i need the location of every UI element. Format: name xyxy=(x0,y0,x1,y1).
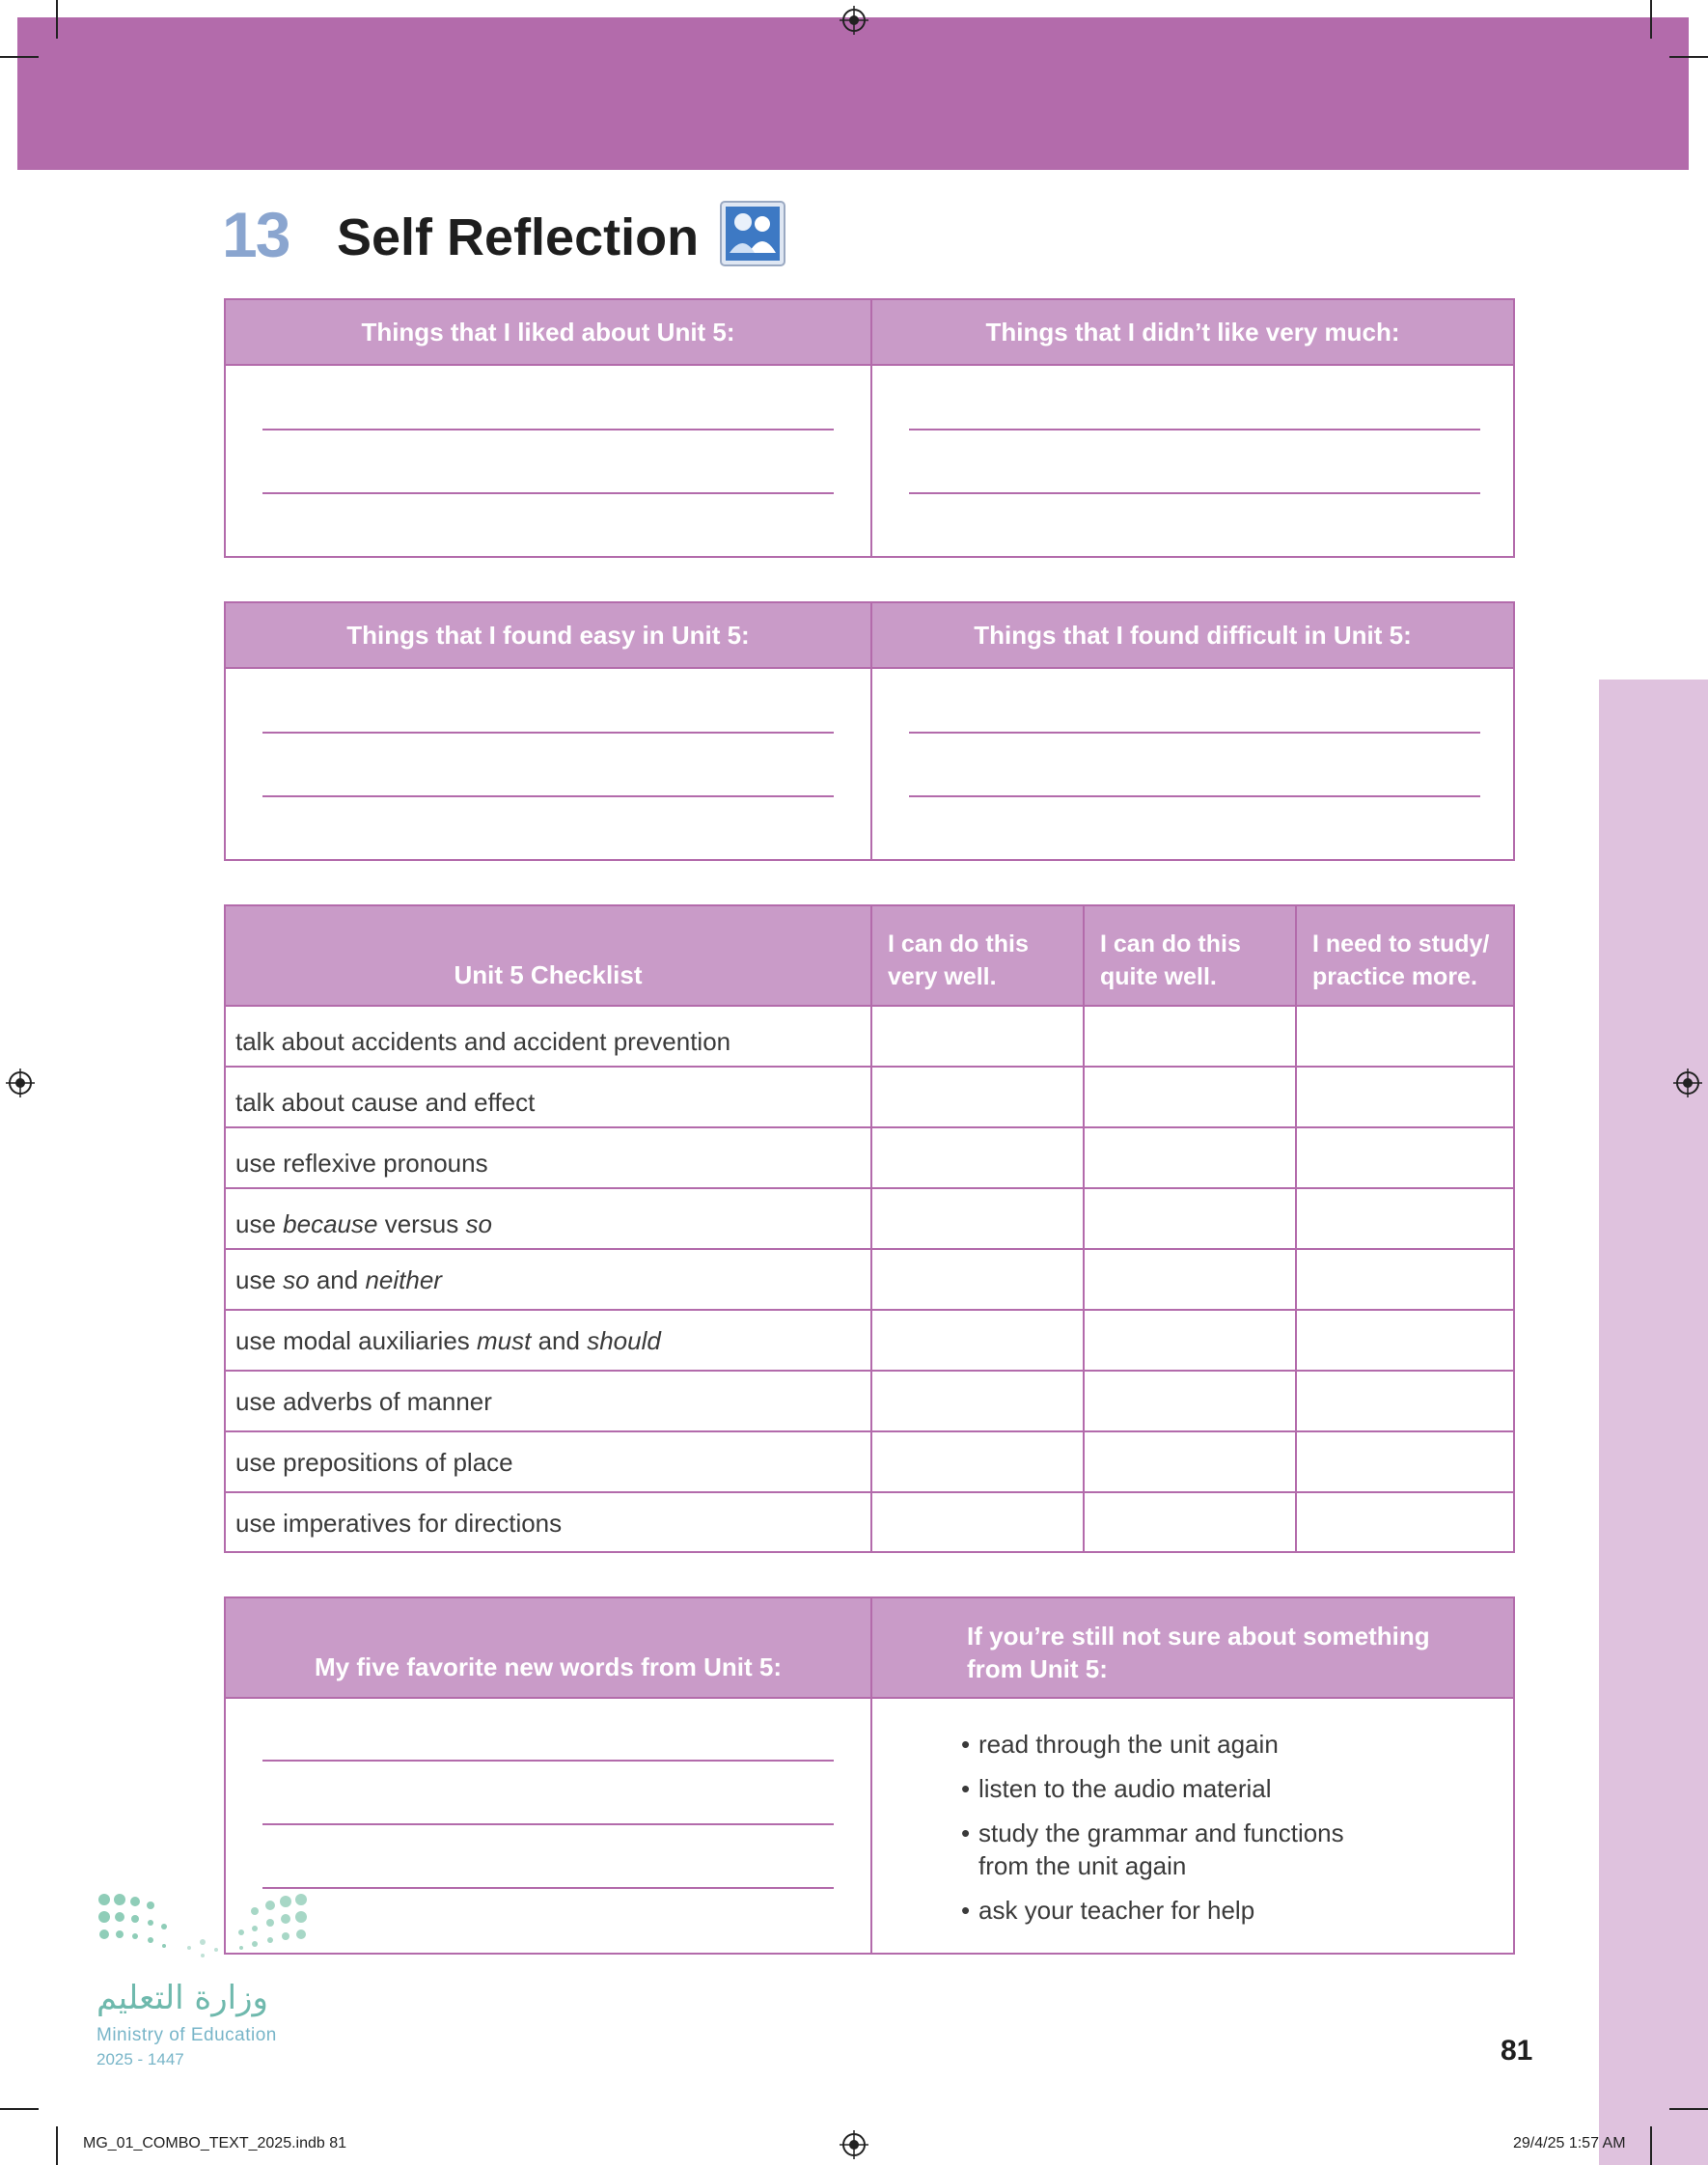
checklist-cell-quite-well[interactable] xyxy=(1085,1311,1295,1370)
page-number: 81 xyxy=(1501,2035,1533,2067)
liked-disliked-box xyxy=(224,298,1515,558)
checklist-cell-practice-more[interactable] xyxy=(1297,1493,1513,1551)
crop-mark xyxy=(1669,2108,1708,2110)
divider xyxy=(870,603,872,859)
writing-line[interactable] xyxy=(909,492,1480,494)
crop-mark xyxy=(56,0,58,39)
ministry-name-arabic: وزارة التعليم xyxy=(96,1979,268,2017)
writing-line[interactable] xyxy=(262,492,834,494)
lesson-number: 13 xyxy=(222,199,289,270)
crop-mark xyxy=(56,2126,58,2165)
divider xyxy=(226,1697,1513,1699)
checklist-cell-quite-well[interactable] xyxy=(1085,1432,1295,1491)
registration-mark-icon xyxy=(840,2130,868,2159)
checklist-cell-very-well[interactable] xyxy=(872,1493,1083,1551)
divider xyxy=(226,667,1513,669)
col-quite-well-line1: I can do this xyxy=(1100,930,1241,958)
col-quite-well-line2: quite well. xyxy=(1100,963,1217,990)
page-title: Self Reflection xyxy=(337,208,700,266)
tip-item: • listen to the audio material xyxy=(961,1774,1272,1803)
col-quite-well-header xyxy=(1100,928,1241,993)
checklist-row-label: use modal auxiliaries must and should xyxy=(235,1326,661,1355)
easy-difficult-box xyxy=(224,601,1515,861)
checklist-cell-practice-more[interactable] xyxy=(1297,1128,1513,1187)
checklist-cell-practice-more[interactable] xyxy=(1297,1432,1513,1491)
easy-header: Things that I found easy in Unit 5: xyxy=(226,603,870,667)
writing-line[interactable] xyxy=(909,732,1480,734)
checklist-cell-practice-more[interactable] xyxy=(1297,1372,1513,1430)
registration-mark-icon xyxy=(840,6,868,35)
crop-mark xyxy=(1650,0,1652,39)
top-banner xyxy=(17,17,1689,170)
checklist-cell-very-well[interactable] xyxy=(872,1007,1083,1066)
not-sure-header-line1: If you’re still not sure about something xyxy=(967,1622,1430,1651)
tip-item: • study the grammar and functions from the unit again xyxy=(961,1818,1344,1880)
writing-line[interactable] xyxy=(262,1887,834,1889)
checklist-cell-quite-well[interactable] xyxy=(1085,1250,1295,1309)
tip-item: • ask your teacher for help xyxy=(961,1896,1255,1925)
checklist-cell-quite-well[interactable] xyxy=(1085,1372,1295,1430)
ministry-name-english: Ministry of Education xyxy=(96,2025,277,2045)
checklist-cell-very-well[interactable] xyxy=(872,1432,1083,1491)
checklist-row-label: talk about cause and effect xyxy=(235,1088,536,1117)
self-reflection-icon xyxy=(720,201,785,266)
checklist-cell-very-well[interactable] xyxy=(872,1372,1083,1430)
checklist-row-label: use imperatives for directions xyxy=(235,1509,563,1538)
difficult-header: Things that I found difficult in Unit 5: xyxy=(872,603,1513,667)
checklist-cell-practice-more[interactable] xyxy=(1297,1250,1513,1309)
crop-mark xyxy=(1650,2126,1652,2165)
liked-header: Things that I liked about Unit 5: xyxy=(226,300,870,364)
ministry-logo-icon xyxy=(96,1892,309,1961)
checklist-cell-quite-well[interactable] xyxy=(1085,1068,1295,1126)
writing-line[interactable] xyxy=(262,732,834,734)
writing-line[interactable] xyxy=(909,429,1480,430)
checklist-cell-quite-well[interactable] xyxy=(1085,1493,1295,1551)
writing-line[interactable] xyxy=(262,1823,834,1825)
crop-mark xyxy=(0,2108,39,2110)
tip-item: • read through the unit again xyxy=(961,1730,1279,1759)
col-very-well-line2: very well. xyxy=(888,963,997,990)
col-very-well-line1: I can do this xyxy=(888,930,1029,958)
col-practice-more-header xyxy=(1312,928,1489,993)
checklist-cell-practice-more[interactable] xyxy=(1297,1007,1513,1066)
not-sure-header-line2: from Unit 5: xyxy=(967,1654,1108,1683)
divider xyxy=(870,1598,872,1953)
registration-mark-icon xyxy=(6,1069,35,1097)
checklist-cell-practice-more[interactable] xyxy=(1297,1068,1513,1126)
checklist-cell-quite-well[interactable] xyxy=(1085,1189,1295,1248)
col-practice-more-line1: I need to study/ xyxy=(1312,930,1490,958)
registration-mark-icon xyxy=(1673,1069,1702,1097)
divider xyxy=(870,300,872,556)
writing-line[interactable] xyxy=(909,795,1480,797)
checklist-cell-very-well[interactable] xyxy=(872,1311,1083,1370)
ministry-year: 2025 - 1447 xyxy=(96,2050,184,2068)
favorite-words-box xyxy=(224,1596,1515,1955)
checklist-row-label: use prepositions of place xyxy=(235,1448,513,1477)
print-slug-date: 29/4/25 1:57 AM xyxy=(1513,2135,1626,2151)
checklist-row-label: use so and neither xyxy=(235,1265,442,1294)
print-slug-file: MG_01_COMBO_TEXT_2025.indb 81 xyxy=(83,2135,347,2151)
checklist-row-label: use reflexive pronouns xyxy=(235,1149,488,1178)
unit-checklist-table xyxy=(224,904,1515,1553)
checklist-row-label: use because versus so xyxy=(235,1209,492,1238)
col-very-well-header xyxy=(888,928,1029,993)
checklist-cell-practice-more[interactable] xyxy=(1297,1311,1513,1370)
crop-mark xyxy=(1669,56,1708,58)
col-practice-more-line2: practice more. xyxy=(1312,963,1477,990)
checklist-cell-very-well[interactable] xyxy=(872,1068,1083,1126)
checklist-title: Unit 5 Checklist xyxy=(454,960,643,989)
not-sure-header xyxy=(967,1620,1430,1685)
favorite-words-header: My five favorite new words from Unit 5: xyxy=(315,1652,782,1681)
disliked-header: Things that I didn’t like very much: xyxy=(872,300,1513,364)
crop-mark xyxy=(0,56,39,58)
divider xyxy=(226,364,1513,366)
writing-line[interactable] xyxy=(262,429,834,430)
writing-line[interactable] xyxy=(262,1760,834,1762)
checklist-cell-very-well[interactable] xyxy=(872,1189,1083,1248)
checklist-cell-very-well[interactable] xyxy=(872,1128,1083,1187)
writing-line[interactable] xyxy=(262,795,834,797)
side-strip xyxy=(1599,680,1708,2165)
checklist-cell-practice-more[interactable] xyxy=(1297,1189,1513,1248)
checklist-cell-very-well[interactable] xyxy=(872,1250,1083,1309)
checklist-row-label: talk about accidents and accident prevention xyxy=(235,1027,731,1056)
checklist-cell-quite-well[interactable] xyxy=(1085,1128,1295,1187)
checklist-cell-quite-well[interactable] xyxy=(1085,1007,1295,1066)
checklist-row-label: use adverbs of manner xyxy=(235,1387,492,1416)
